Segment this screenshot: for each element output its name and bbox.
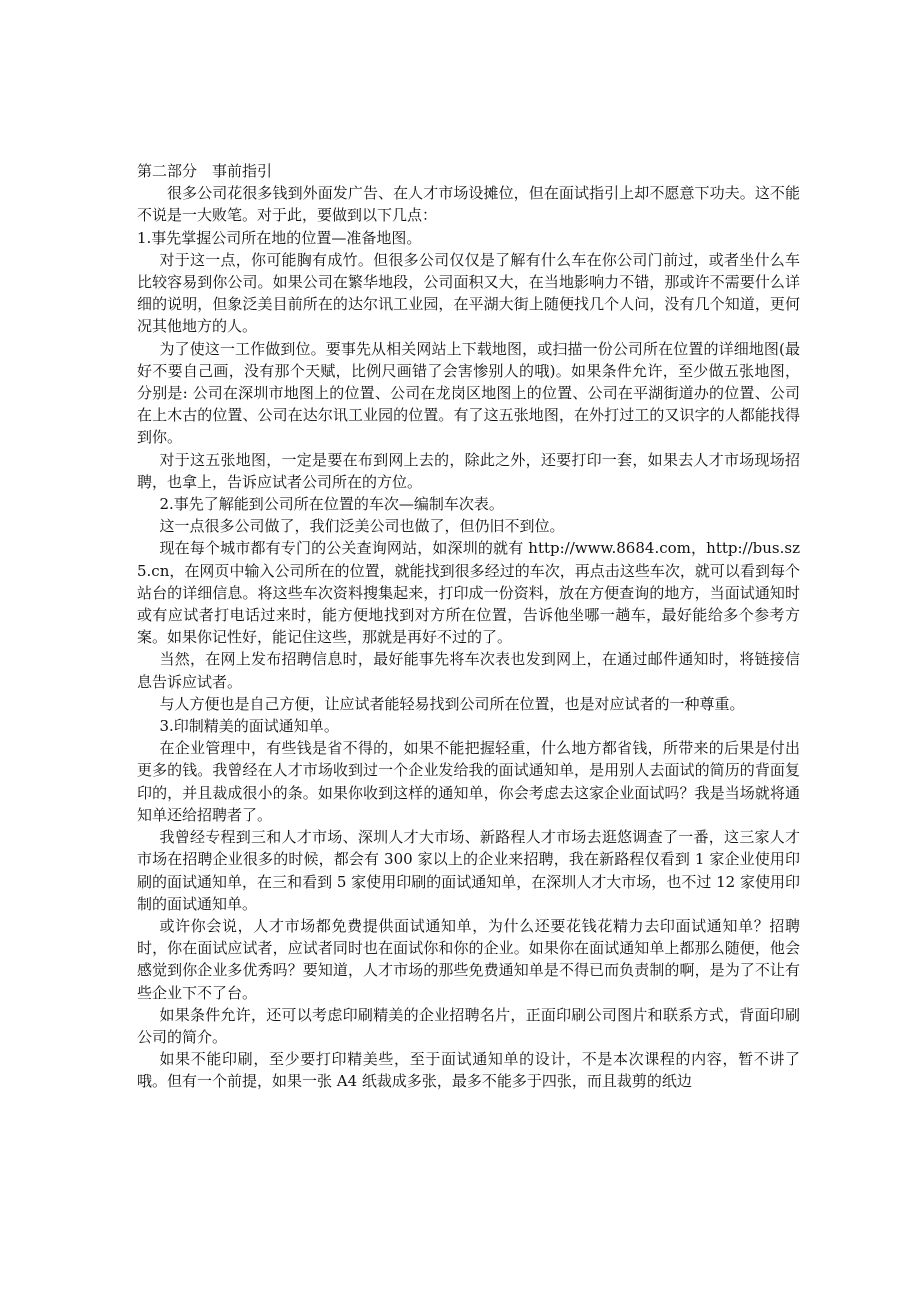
paragraph-h1: 1.事先掌握公司所在地的位置—准备地图。 — [137, 228, 422, 247]
paragraph-p12: 如果不能印刷，至少要打印精美些，至于面试通知单的设计，不是本次课程的内容，暂不讲了哦。但有一个前提，如果一张 A4 纸裁成多张，最多不能多于四张，而且裁剪的纸边 — [137, 1050, 800, 1091]
document-page — [137, 160, 800, 1093]
paragraph-p8: 在企业管理中，有些钱是省不得的，如果不能把握轻重，什么地方都省钱，所带来的后果是付出更多的钱。我曾经在人才市场收到过一个企业发给我的面试通知单，是用别人去面试的简历的背面复印的，并且裁成很小的条。如果你收到这样的通知单，你会考虑去这家企业面试吗？我是当场就将通知单还给招聘者了。 — [137, 739, 800, 824]
paragraph-p3: 对于这五张地图，一定是要在布到网上去的，除此之外，还要打印一套，如果去人才市场现场招聘，也拿上，告诉应试者公司所在的方位。 — [137, 450, 800, 491]
paragraph-p6: 当然，在网上发布招聘信息时，最好能事先将车次表也发到网上，在通过邮件通知时，将链接信息告诉应试者。 — [137, 650, 800, 691]
paragraph-intro: 很多公司花很多钱到外面发广告、在人才市场设摊位，但在面试指引上却不愿意下功夫。这不能不说是一大败笔。对于此，要做到以下几点： — [137, 184, 800, 225]
paragraph-p4: 这一点很多公司做了，我们泛美公司也做了，但仍旧不到位。 — [159, 517, 565, 536]
paragraph-p11: 如果条件允许，还可以考虑印刷精美的企业招聘名片，正面印刷公司图片和联系方式，背面印刷公司的简介。 — [137, 1005, 800, 1046]
paragraph-p5: 现在每个城市都有专门的公关查询网站，如深圳的就有 http://www.8684.com，http://bus.sz5.cn，在网页中输入公司所在的位置，就能找到很多经过的车次，再点击这些车次，就可以看到每个站台的详细信息。将这些车次资料搜集起来，打印成一份资料，放在方便查询的地方，当面试通知时或有应试者打电话过来时，能方便地找到对方所在位置，告诉他坐哪一趟车，最好能给多个参考方案。如果你记性好，能记住这些，那就是再好不过的了。 — [137, 539, 800, 647]
paragraph-p2: 为了使这一工作做到位。要事先从相关网站上下载地图，或扫描一份公司所在位置的详细地图(最好不要自己画，没有那个天赋，比例尺画错了会害惨别人的哦)。如果条件允许，至少做五张地图，分别是: 公司在深圳市地图上的位置、公司在龙岗区地图上的位置、公司在平湖街道办的位置、公司在上木古的位置、公司在达尔讯工业园的位置。有了这五张地图，在外打过工的又识字的人都能找得到你。 — [137, 339, 800, 447]
paragraph-p10: 或许你会说，人才市场都免费提供面试通知单，为什么还要花钱花精力去印面试通知单？招聘时，你在面试应试者，应试者同时也在面试你和你的企业。如果你在面试通知单上都那么随便，他会感觉到你企业多优秀吗？要知道，人才市场的那些免费通知单是不得已而负责制的啊，是为了不让有些企业下不了台。 — [137, 916, 800, 1002]
paragraph-h2: 2.事先了解能到公司所在位置的车次—编制车次表。 — [159, 495, 504, 514]
paragraph-h3: 3.印制精美的面试通知单。 — [159, 717, 339, 736]
paragraph-p1: 对于这一点，你可能胸有成竹。但很多公司仅仅是了解有什么车在你公司门前过，或者坐什么车比较容易到你公司。如果公司在繁华地段，公司面积又大，在当地影响力不错，那或许不需要什么详细的说明，但象泛美目前所在的达尔讯工业园，在平湖大街上随便找几个人问，没有几个知道，更何况其他地方的人。 — [137, 250, 800, 336]
section-title: 第二部分 事前指引 — [137, 162, 273, 180]
paragraph-p9: 我曾经专程到三和人才市场、深圳人才大市场、新路程人才市场去逛悠调查了一番，这三家人才市场在招聘企业很多的时候，都会有 300 家以上的企业来招聘，我在新路程仅看到 1 家企业使用印刷的面试通知单，在三和看到 5 家使用印刷的面试通知单，在深圳人才大市场，也不过 12 家使用印制的面试通知单。 — [137, 828, 800, 913]
paragraph-p7: 与人方便也是自己方便，让应试者能轻易找到公司所在位置，也是对应试者的一种尊重。 — [159, 694, 745, 713]
document-body — [137, 182, 800, 1092]
